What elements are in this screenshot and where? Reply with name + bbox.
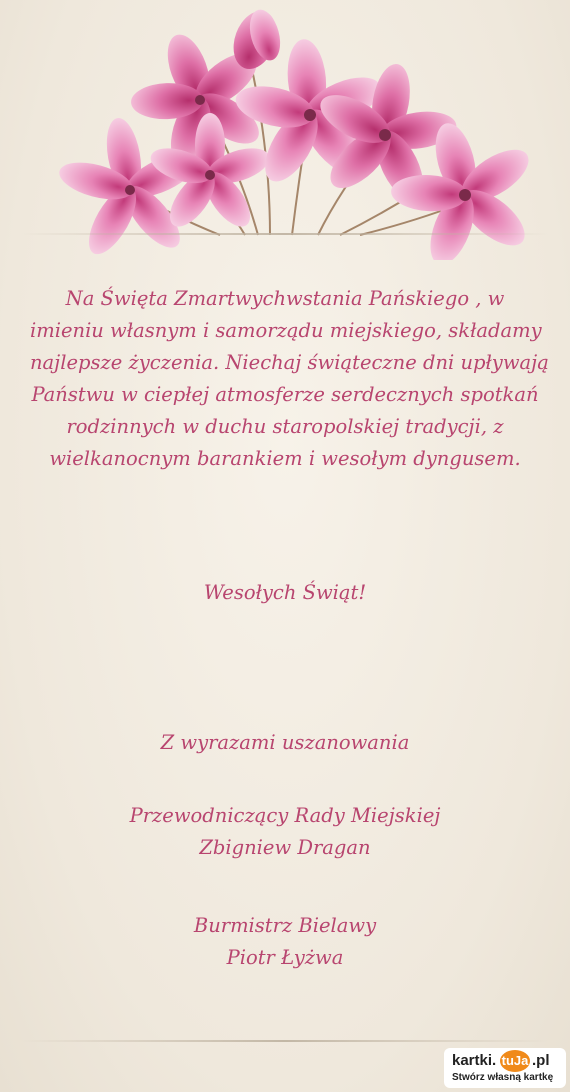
message-line: wielkanocnym barankiem i wesołym dyngusem.	[49, 447, 521, 470]
logo-badge: tuJa	[500, 1050, 530, 1072]
message-line: Na Święta Zmartwychwstania Pańskiego , w	[65, 287, 505, 310]
signatory-council-chairman	[30, 800, 540, 864]
kartki-logo[interactable]	[444, 1048, 566, 1088]
signatory-mayor	[30, 910, 540, 974]
wishes-text: Wesołych Świąt!	[203, 581, 367, 604]
message-line: Państwu w ciepłej atmosferze serdecznych spotkań	[31, 383, 539, 406]
signatory-title: Burmistrz Bielawy	[193, 914, 377, 937]
message-line: rodzinnych w duchu staropolskiej tradycji, z	[66, 415, 504, 438]
logo-tagline: Stwórz własną kartkę	[452, 1072, 554, 1083]
message-line: najlepsze życzenia. Niechaj świąteczne dni upływają	[30, 351, 549, 374]
greeting-message	[30, 283, 549, 475]
regards-text: Z wyrazami uszanowania	[160, 731, 410, 754]
divider-top	[20, 233, 550, 235]
message-line: imieniu własnym i samorządu miejskiego, składamy	[30, 319, 542, 342]
cherry-blossom-illustration	[0, 0, 570, 260]
signatory-title: Przewodniczący Rady Miejskiej	[129, 804, 441, 827]
divider-bottom	[20, 1040, 550, 1042]
signatory-name: Zbigniew Dragan	[199, 836, 371, 859]
signatory-name: Piotr Łyżwa	[226, 946, 344, 969]
logo-brand: kartki.	[452, 1052, 497, 1069]
logo-tld: .pl	[532, 1052, 550, 1069]
